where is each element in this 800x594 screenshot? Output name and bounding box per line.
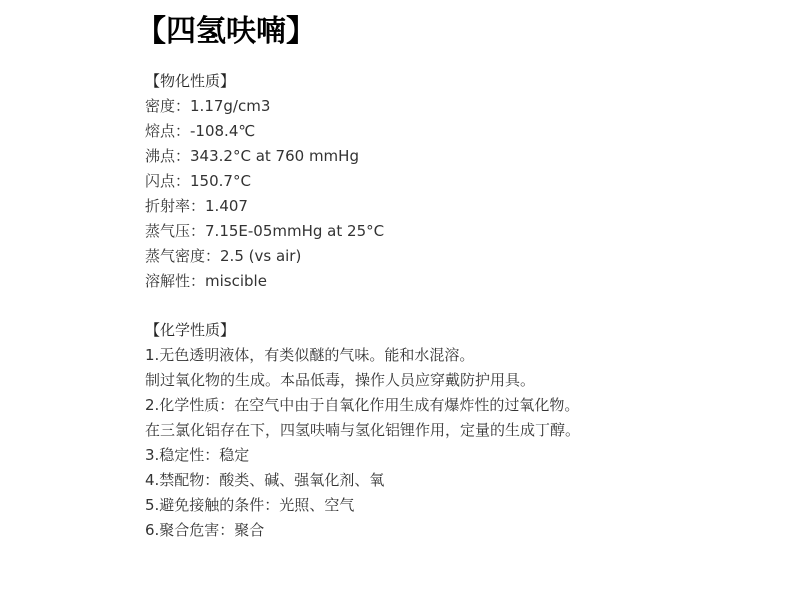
chemical-line: 制过氧化物的生成。本品低毒，操作人员应穿戴防护用具。 xyxy=(145,371,536,389)
chemical-line: 1.无色透明液体，有类似醚的气味。能和水混溶。 xyxy=(145,346,475,364)
property-value: 1.407 xyxy=(205,197,248,215)
chemical-line: 在三氯化铝存在下，四氢呋喃与氢化铝锂作用，定量的生成丁醇。 xyxy=(145,421,581,439)
property-density xyxy=(145,94,384,119)
property-label: 密度： xyxy=(145,97,191,115)
physical-properties-heading: 【物化性质】 xyxy=(145,72,236,90)
property-label: 蒸气密度： xyxy=(145,247,221,265)
chemical-line: 2.化学性质：在空气中由于自氧化作用生成有爆炸性的过氧化物。 xyxy=(145,396,580,414)
chemical-line: 4.禁配物：酸类、碱、强氧化剂、氧 xyxy=(145,471,385,489)
property-label: 折射率： xyxy=(145,197,206,215)
property-vapor-density xyxy=(145,244,384,269)
property-value: 150.7°C xyxy=(190,172,251,190)
page-title: 【四氢呋喃】 xyxy=(136,14,316,49)
property-value: 7.15E-05mmHg at 25°C xyxy=(205,222,385,240)
property-flash-point xyxy=(145,169,384,194)
property-value: miscible xyxy=(205,272,267,290)
property-label: 溶解性： xyxy=(145,272,206,290)
property-melting-point xyxy=(145,119,384,144)
chemical-line: 3.稳定性：稳定 xyxy=(145,446,250,464)
chemical-line: 6.聚合危害：聚合 xyxy=(145,521,265,539)
property-value: -108.4℃ xyxy=(190,122,256,140)
chemical-properties-section xyxy=(145,318,580,543)
chemical-line: 5.避免接触的条件：光照、空气 xyxy=(145,496,355,514)
property-refractive-index xyxy=(145,194,384,219)
property-label: 熔点： xyxy=(145,122,191,140)
property-value: 1.17g/cm3 xyxy=(190,97,271,115)
property-boiling-point xyxy=(145,144,384,169)
property-value: 343.2°C at 760 mmHg xyxy=(190,147,359,165)
property-value: 2.5 (vs air) xyxy=(220,247,302,265)
property-label: 沸点： xyxy=(145,147,191,165)
property-solubility xyxy=(145,269,384,294)
property-label: 蒸气压： xyxy=(145,222,206,240)
physical-properties-section xyxy=(145,69,384,294)
property-vapor-pressure xyxy=(145,219,384,244)
property-label: 闪点： xyxy=(145,172,191,190)
chemical-properties-heading: 【化学性质】 xyxy=(145,321,236,339)
